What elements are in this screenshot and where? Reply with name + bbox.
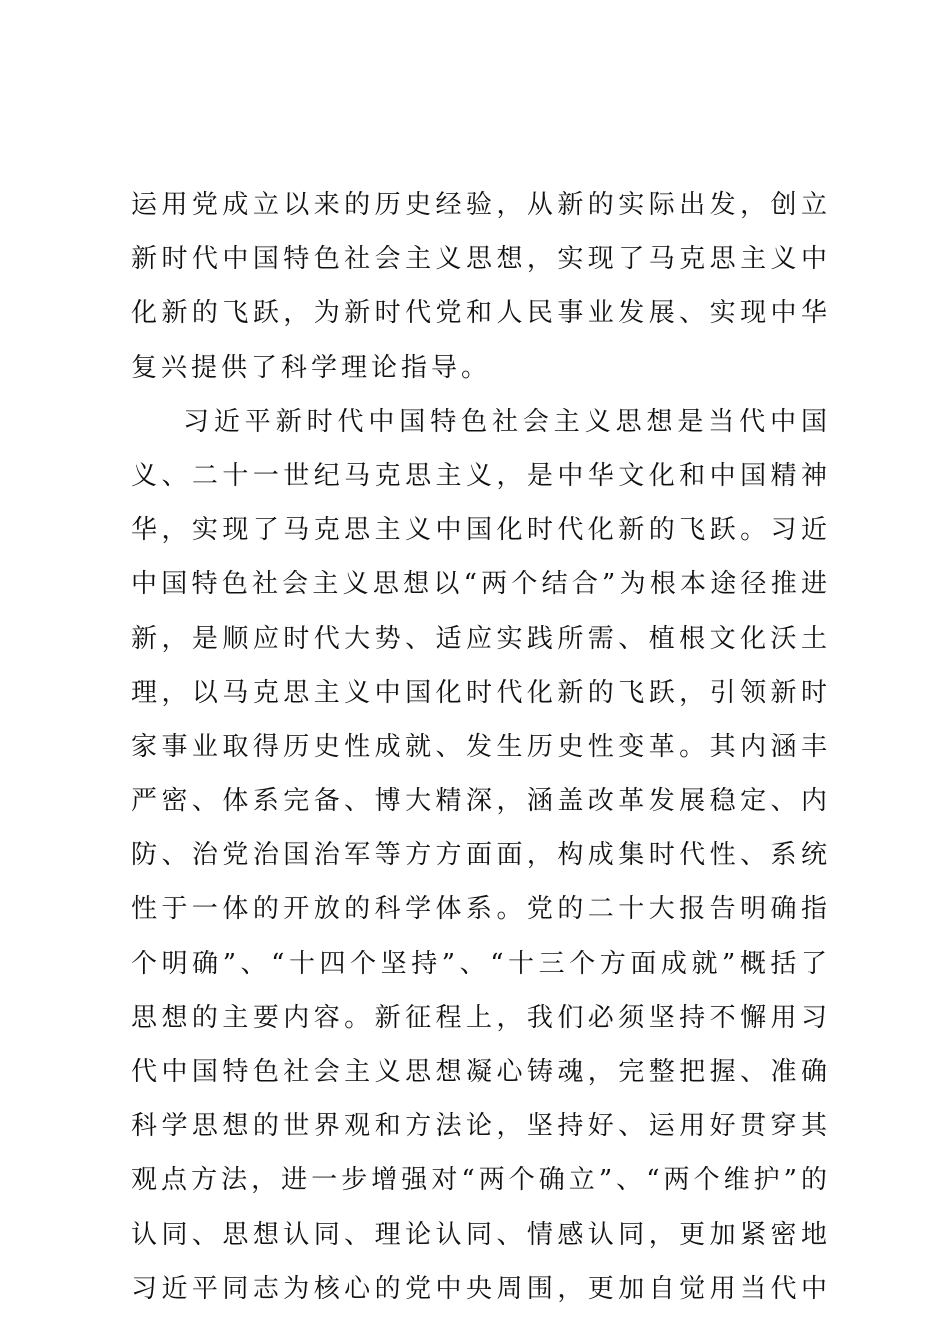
text-line: 新时代中国特色社会主义思想，实现了马克思主义中	[131, 244, 831, 275]
text-line: 代中国特色社会主义思想凝心铸魂，完整把握、准确	[131, 1057, 831, 1087]
text-line: 观点方法，进一步增强对“两个确立”、“两个维护”的	[131, 1165, 831, 1196]
text-line: 个明确”、“十四个坚持”、“十三个方面成就”概括了	[131, 948, 831, 979]
text-line: 义、二十一世纪马克思主义，是中华文化和中国精神	[131, 460, 831, 491]
text-line: 性于一体的开放的科学体系。党的二十大报告明确指	[131, 894, 831, 925]
paragraph-2	[131, 395, 831, 1316]
text-line: 防、治党治国治军等方方面面，构成集时代性、系统	[131, 840, 831, 871]
text-line: 科学思想的世界观和方法论，坚持好、运用好贯穿其	[131, 1111, 831, 1142]
text-line: 理，以马克思主义中国化时代化新的飞跃，引领新时	[131, 677, 831, 708]
text-line: 思想的主要内容。新征程上，我们必须坚持不懈用习	[131, 1002, 831, 1033]
text-line: 中国特色社会主义思想以“两个结合”为根本途径推进	[131, 569, 831, 600]
text-line: 严密、体系完备、博大精深，涵盖改革发展稳定、内	[131, 786, 831, 817]
text-line: 化新的飞跃，为新时代党和人民事业发展、实现中华	[131, 298, 831, 329]
text-line: 运用党成立以来的历史经验，从新的实际出发，创立	[131, 190, 831, 220]
text-line: 新，是顺应时代大势、适应实践所需、植根文化沃土	[131, 623, 831, 654]
text-line: 家事业取得历史性成就、发生历史性变革。其内涵丰	[131, 731, 831, 762]
paragraph-1	[131, 178, 831, 395]
document-body	[131, 178, 831, 1316]
text-line: 习近平新时代中国特色社会主义思想是当代中国	[183, 406, 831, 437]
text-line: 习近平同志为核心的党中央周围，更加自觉用当代中	[131, 1273, 831, 1304]
text-line: 复兴提供了科学理论指导。	[131, 352, 492, 383]
text-line: 华，实现了马克思主义中国化时代化新的飞跃。习近	[131, 515, 831, 546]
text-line: 认同、思想认同、理论认同、情感认同，更加紧密地	[131, 1219, 831, 1250]
